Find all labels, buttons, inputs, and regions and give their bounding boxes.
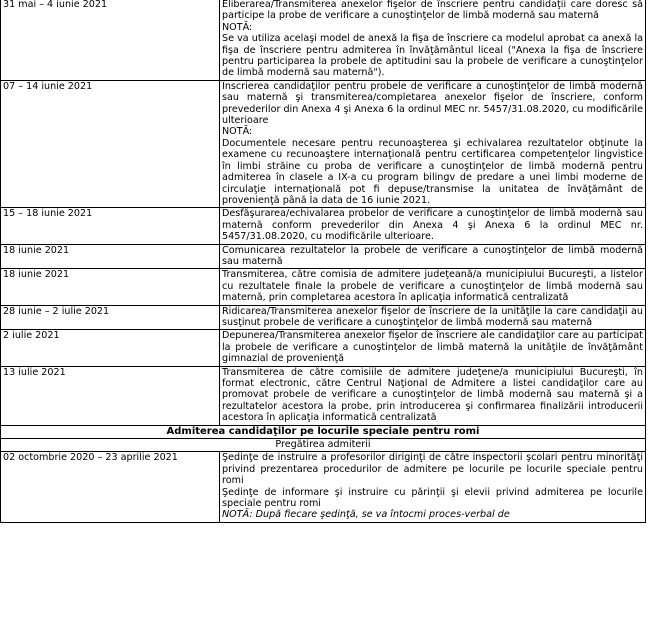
description-cell: [220, 208, 646, 244]
table-row: [1, 0, 646, 80]
table-row: [1, 244, 646, 269]
description-cell: [220, 80, 646, 207]
section-heading: Admiterea candidaţilor pe locurile speciale pentru romi: [1, 425, 646, 438]
table-row: [1, 366, 646, 425]
description-cell: [220, 452, 646, 522]
date-cell: 18 iunie 2021: [1, 244, 220, 269]
schedule-rows: [1, 0, 646, 522]
description-line: Şedinţe de informare şi instruire cu părinţii şi elevii privind admiterea pe locurile speciale pentru romi: [222, 486, 643, 510]
date-cell: 07 – 14 iunie 2021: [1, 80, 220, 207]
table-row: [1, 208, 646, 244]
date-cell: 15 – 18 iunie 2021: [1, 208, 220, 244]
date-cell: 18 iunie 2021: [1, 269, 220, 305]
table-row: [1, 305, 646, 330]
description-line: Şedinţe de instruire a profesorilor diriginţi de către inspectorii şcolari pentru minorităţi privind prezentarea procedurilor de admitere pe locurile pe locurile speciale pentru romi: [222, 452, 643, 487]
section-heading-row: [1, 425, 646, 438]
table-row: [1, 452, 646, 522]
date-cell: 31 mai – 4 iunie 2021: [1, 0, 220, 80]
note-line: NOTĂ: După fiecare şedinţă, se va întocmi proces-verbal de: [222, 509, 510, 521]
description-line: Depunerea/Transmiterea anexelor fişelor de înscriere ale candidaţilor care au participat la probele de verificare a cunoştinţelor de limbă maternă la unităţile de învăţământ gimnazial de provenienţă: [222, 330, 643, 365]
description-cell: [220, 366, 646, 425]
description-line: NOTĂ:: [222, 21, 253, 33]
description-line: Transmiterea, către comisia de admitere judeţeană/a municipiului Bucureşti, a listelor cu rezultatele finale la probele de verificare a cunoştinţelor de limbă modernă sau maternă, prin completarea acestora în aplicaţia informatică centralizată: [222, 269, 643, 304]
description-line: NOTĂ:: [222, 126, 253, 138]
description-cell: [220, 0, 646, 80]
description-line: Desfăşurarea/echivalarea probelor de verificare a cunoştinţelor de limbă modernă sau maternă conform prevederilor din Anexa 4 şi Anexa 6 la ordinul MEC nr. 5457/31.08.2020, cu modificările ulterioare.: [222, 208, 643, 243]
subsection-heading-row: [1, 439, 646, 452]
description-line: Comunicarea rezultatelor la probele de verificare a cunoştinţelor de limbă modernă sau maternă: [222, 244, 643, 267]
table-row: [1, 269, 646, 305]
date-cell: 13 iulie 2021: [1, 366, 220, 425]
table-row: [1, 80, 646, 207]
table-row: [1, 330, 646, 366]
subsection-heading: Pregătirea admiterii: [1, 439, 646, 452]
description-cell: [220, 305, 646, 330]
description-cell: [220, 244, 646, 269]
description-line: Înscrierea candidaţilor pentru probele de verificare a cunoştinţelor de limbă modernă sau maternă şi transmiterea/completarea anexelor fişelor de înscriere, conform prevederilor din Anexa 4 şi Anexa 6 la ordinul MEC nr. 5457/31.08.2020, cu modificările ulterioare: [222, 80, 643, 127]
description-line: Ridicarea/Transmiterea anexelor fişelor de înscriere de la unităţile la care candidaţii au susţinut probele de verificare a cunoştinţelor de limbă modernă sau maternă: [222, 305, 643, 328]
description-cell: [220, 269, 646, 305]
description-line: Eliberarea/Transmiterea anexelor fişelor de înscriere pentru candidaţii care doresc să participe la probe de verificare a cunoştinţelor de limbă modernă sau maternă: [222, 0, 643, 22]
description-line: Se va utiliza acelaşi model de anexă la fişa de înscriere ca modelul aprobat ca anexă la fişa de înscriere pentru admiterea în învăţământul liceal ("Anexa la fişa de înscriere pentru participarea la probele de aptitudini sau la probele de verificare a cunoştinţelor de limbă modernă sau maternă").: [222, 33, 643, 79]
date-cell: 2 iulie 2021: [1, 330, 220, 366]
date-cell: 28 iunie – 2 iulie 2021: [1, 305, 220, 330]
description-line: Documentele necesare pentru recunoaşterea şi echivalarea rezultatelor obţinute la examene cu recunoaştere internaţională pentru certificarea competenţelor lingvistice în limbi străine cu proba de verificare a cunoştinţelor de limbă modernă pentru admiterea în clasele a IX-a cu program bilingv de predare a unei limbi moderne de circulaţie internaţională pot fi depuse/transmise la unitatea de învăţământ de provenienţă până la data de 16 iunie 2021.: [222, 137, 643, 206]
date-cell: 02 octombrie 2020 – 23 aprilie 2021: [1, 452, 220, 522]
description-line: Transmiterea de către comisiile de admitere judeţene/a municipiului Bucureşti, în format electronic, către Centrul Naţional de Admitere a listei candidaţilor care au promovat probele de verificare a cunoştinţelor de limbă modernă sau maternă şi a rezultatelor acestora la probe, prin introducerea şi confirmarea finalizării introducerii acestora în aplicaţia informatică centralizată: [222, 366, 643, 424]
description-cell: [220, 330, 646, 366]
